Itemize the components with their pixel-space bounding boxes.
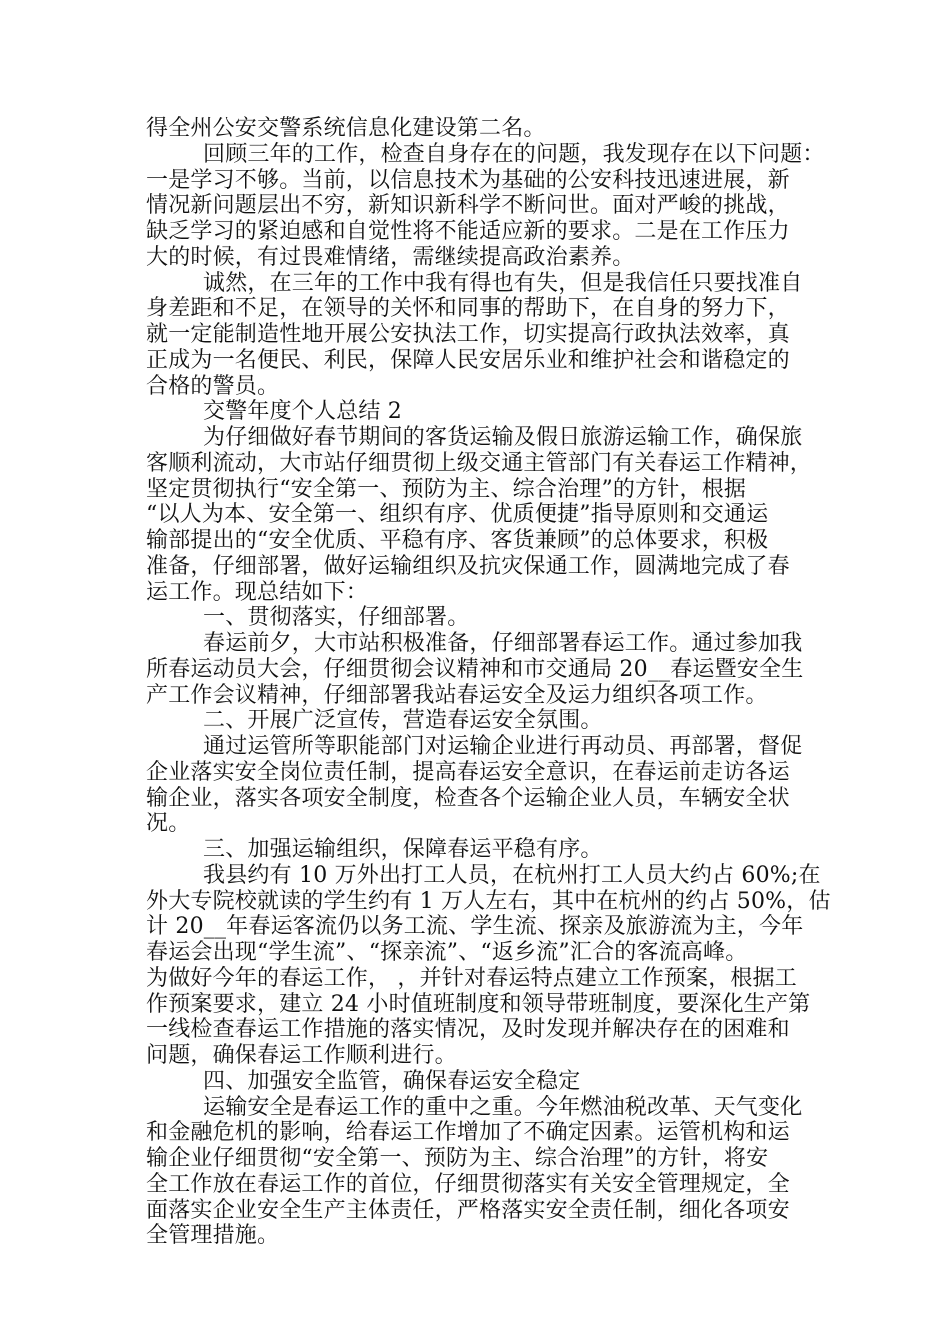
text-line: 为仔细做好春节期间的客货运输及假日旅游运输工作，确保旅 bbox=[203, 425, 803, 450]
text-line: 和金融危机的影响，给春运工作增加了不确定因素。运管机构和运 bbox=[146, 1120, 790, 1146]
text-line: 全工作放在春运工作的首位，仔细贯彻落实有关安全管理规定，全 bbox=[146, 1171, 790, 1197]
text-line: 一是学习不够。当前，以信息技术为基础的公安科技迅速进展，新 bbox=[146, 167, 790, 193]
text-line: 就一定能制造性地开展公安执法工作，切实提高行政执法效率，真 bbox=[146, 322, 790, 347]
text-line: 况。 bbox=[146, 811, 191, 837]
text-line: 一、贯彻落实，仔细部署。 bbox=[203, 605, 470, 631]
text-line: 作预案要求，建立 24 小时值班制度和领导带班制度，要深化生产第 bbox=[146, 991, 811, 1017]
text-line: 情况新问题层出不穷，新知识新科学不断问世。面对严峻的挑战， bbox=[146, 193, 790, 219]
text-line: 交警年度个人总结 2 bbox=[203, 399, 402, 425]
text-line: 二、开展广泛宣传，营造春运安全氛围。 bbox=[203, 708, 603, 734]
text-line: 身差距和不足，在领导的关怀和同事的帮助下，在自身的努力下， bbox=[146, 296, 790, 322]
text-line: 计 20__年春运客流仍以务工流、学生流、探亲及旅游流为主，今年 bbox=[146, 914, 804, 940]
text-line: 通过运管所等职能部门对运输企业进行再动员、再部署，督促 bbox=[203, 734, 803, 759]
text-line: 大的时候，有过畏难情绪，需继续提高政治素养。 bbox=[146, 244, 635, 270]
text-line: 一线检查春运工作措施的落实情况，及时发现并解决存在的困难和 bbox=[146, 1017, 790, 1043]
text-line: 全管理措施。 bbox=[146, 1223, 280, 1249]
text-line: 输企业仔细贯彻“安全第一、预防为主、综合治理”的方针，将安 bbox=[146, 1146, 769, 1171]
text-line: 春运前夕，大市站积极准备，仔细部署春运工作。通过参加我 bbox=[203, 631, 803, 656]
text-line: 诚然，在三年的工作中我有得也有失，但是我信任只要找准自 bbox=[203, 270, 803, 296]
text-line: 输企业，落实各项安全制度，检查各个运输企业人员，车辆安全状 bbox=[146, 785, 790, 811]
text-line: 三、加强运输组织，保障春运平稳有序。 bbox=[203, 837, 603, 862]
text-line: 产工作会议精神，仔细部署我站春运安全及运力组织各项工作。 bbox=[146, 682, 768, 708]
text-line: 企业落实安全岗位责任制，提高春运安全意识，在春运前走访各运 bbox=[146, 759, 790, 785]
text-line: 正成为一名便民、利民，保障人民安居乐业和维护社会和谐稳定的 bbox=[146, 347, 790, 373]
text-line: 坚定贯彻执行“安全第一、预防为主、综合治理”的方针，根据 bbox=[146, 476, 747, 502]
text-line: 运输安全是春运工作的重中之重。今年燃油税改革、天气变化 bbox=[203, 1094, 803, 1120]
text-line: “以人为本、安全第一、组织有序、优质便捷”指导原则和交通运 bbox=[146, 502, 769, 528]
text-line: 合格的警员。 bbox=[146, 373, 280, 399]
text-line: 回顾三年的工作，检查自身存在的问题，我发现存在以下问题： bbox=[203, 141, 825, 167]
text-line: 缺乏学习的紧迫感和自觉性将不能适应新的要求。二是在工作压力 bbox=[146, 219, 790, 244]
text-line: 运工作。现总结如下： bbox=[146, 579, 369, 605]
text-line: 输部提出的“安全优质、平稳有序、客货兼顾”的总体要求，积极 bbox=[146, 528, 769, 553]
text-line: 外大专院校就读的学生约有 1 万人左右，其中在杭州的约占 50%，估 bbox=[146, 888, 831, 914]
text-line: 为做好今年的春运工作， ，并针对春运特点建立工作预案，根据工 bbox=[146, 965, 797, 991]
text-line: 客顺利流动，大市站仔细贯彻上级交通主管部门有关春运工作精神， bbox=[146, 450, 813, 476]
text-line: 我县约有 10 万外出打工人员，在杭州打工人员大约占 60%;在 bbox=[203, 862, 821, 888]
document-body bbox=[146, 116, 831, 1249]
text-line: 得全州公安交警系统信息化建设第二名。 bbox=[146, 116, 546, 141]
text-line: 四、加强安全监管，确保春运安全稳定 bbox=[203, 1068, 581, 1094]
text-line: 准备，仔细部署，做好运输组织及抗灾保通工作，圆满地完成了春 bbox=[146, 553, 790, 579]
text-line: 春运会出现“学生流”、“探亲流”、“返乡流”汇合的客流高峰。 bbox=[146, 940, 748, 965]
text-line: 面落实企业安全生产主体责任，严格落实安全责任制，细化各项安 bbox=[146, 1197, 790, 1223]
text-line: 所春运动员大会，仔细贯彻会议精神和市交通局 20__春运暨安全生 bbox=[146, 656, 804, 682]
text-line: 问题，确保春运工作顺利进行。 bbox=[146, 1043, 457, 1068]
